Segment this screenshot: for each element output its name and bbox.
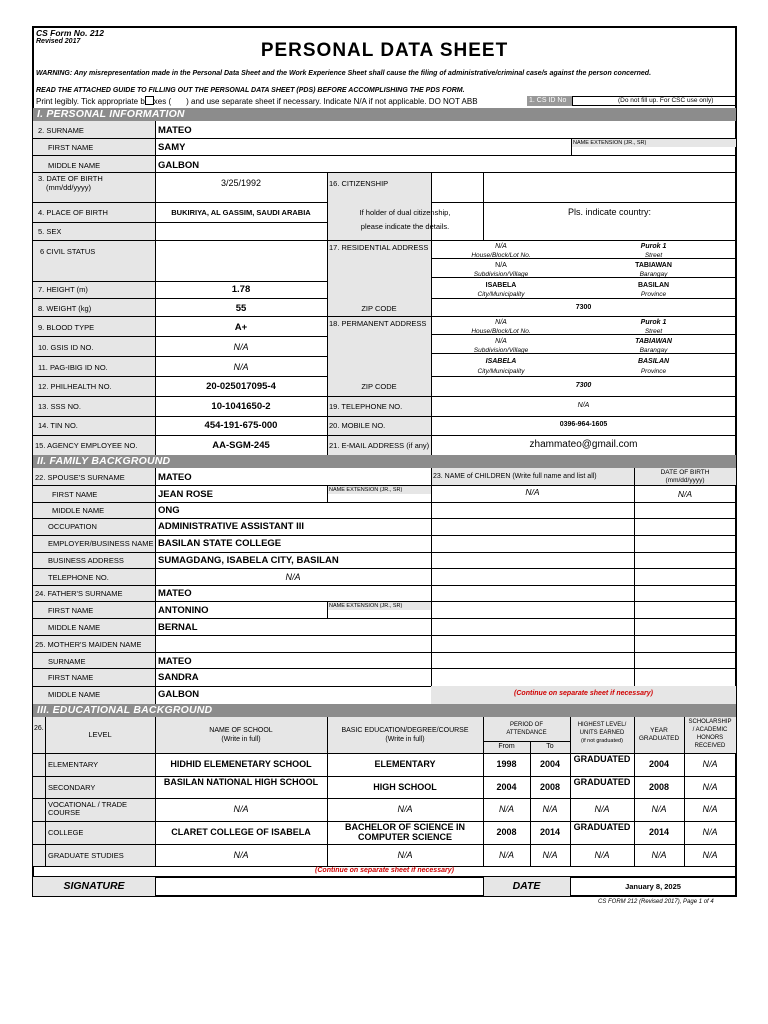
res-barangay-value[interactable]: TABIAWAN bbox=[635, 262, 672, 269]
blood-type-label: 9. BLOOD TYPE bbox=[38, 323, 95, 332]
perm-zip-label: ZIP CODE bbox=[361, 382, 397, 391]
height-label: 7. HEIGHT (m) bbox=[38, 285, 88, 294]
row-from[interactable]: N/A bbox=[498, 804, 514, 814]
row-to[interactable]: N/A bbox=[542, 850, 558, 860]
year-graduated-header: YEAR GRADUATED bbox=[638, 727, 680, 742]
email-value[interactable]: zhammateo@gmail.com bbox=[529, 439, 638, 450]
mother-surname-value[interactable]: MATEO bbox=[158, 656, 192, 667]
row-honors[interactable]: N/A bbox=[702, 759, 718, 769]
mother-middle-name-value[interactable]: GALBON bbox=[158, 689, 200, 700]
row-level: GRADUATE STUDIES bbox=[48, 851, 124, 860]
father-name-extension-label: NAME EXTENSION (JR., SR) bbox=[329, 603, 403, 609]
period-header: PERIOD OF ATTENDANCE bbox=[506, 722, 547, 736]
row-to[interactable]: 2014 bbox=[539, 827, 561, 837]
row-level: ELEMENTARY bbox=[48, 760, 99, 769]
father-first-name-label: FIRST NAME bbox=[48, 606, 94, 615]
row-school[interactable]: N/A bbox=[233, 850, 249, 860]
children-label: 23. NAME of CHILDREN (Write full name and list all) bbox=[433, 473, 597, 480]
signature-label: SIGNATURE bbox=[63, 880, 125, 892]
agency-employee-label: 15. AGENCY EMPLOYEE NO. bbox=[35, 441, 138, 450]
father-middle-name-label: MIDDLE NAME bbox=[48, 623, 101, 632]
row-school[interactable]: BASILAN NATIONAL HIGH SCHOOL bbox=[163, 777, 319, 787]
row-highest[interactable]: GRADUATED bbox=[573, 754, 631, 764]
telephone-value[interactable]: N/A bbox=[577, 402, 590, 409]
res-house-value[interactable]: N/A bbox=[495, 243, 507, 250]
row-highest[interactable]: GRADUATED bbox=[573, 822, 631, 832]
place-of-birth-label: 4. PLACE OF BIRTH bbox=[38, 208, 108, 217]
row-school[interactable]: HIDHID ELEMENETARY SCHOOL bbox=[170, 759, 312, 769]
section-educational-background: III. EDUCATIONAL BACKGROUND bbox=[33, 704, 736, 717]
row-from[interactable]: 1998 bbox=[496, 759, 517, 769]
tin-value[interactable]: 454-191-675-000 bbox=[204, 420, 278, 431]
csc-use-note: (Do not fill up. For CSC use only) bbox=[618, 97, 714, 104]
spouse-surname-value[interactable]: MATEO bbox=[158, 472, 192, 483]
dob-label: 3. DATE OF BIRTH bbox=[38, 174, 103, 183]
res-province-label: Province bbox=[640, 291, 667, 298]
course-header: BASIC EDUCATION/DEGREE/COURSE (Write in full) bbox=[341, 727, 469, 743]
row-level: VOCATIONAL / TRADE COURSE bbox=[48, 801, 128, 817]
education-number: 26. bbox=[34, 725, 44, 732]
weight-value[interactable]: 55 bbox=[235, 303, 247, 314]
dual-citizenship-note-2: please indicate the details. bbox=[360, 222, 450, 231]
warning-text: WARNING: Any misrepresentation made in the Personal Data Sheet and the Work Experience Sheet shall cause the filing of administrative/criminal case/s against the person concerned. bbox=[36, 70, 652, 77]
res-subdivision-value[interactable]: N/A bbox=[495, 262, 507, 269]
employer-label: EMPLOYER/BUSINESS NAME bbox=[48, 539, 154, 548]
surname-label: 2. SURNAME bbox=[38, 126, 84, 135]
perm-barangay-label: Barangay bbox=[639, 347, 668, 354]
row-honors[interactable]: N/A bbox=[702, 850, 718, 860]
sss-value[interactable]: 10-1041650-2 bbox=[211, 401, 271, 412]
row-year[interactable]: 2004 bbox=[648, 759, 670, 769]
level-header: LEVEL bbox=[88, 730, 112, 739]
row-honors[interactable]: N/A bbox=[702, 782, 718, 792]
occupation-label: OCCUPATION bbox=[48, 522, 97, 531]
sex-label: 5. SEX bbox=[38, 227, 62, 236]
perm-house-value[interactable]: N/A bbox=[495, 319, 507, 326]
honors-header: SCHOLARSHIP / ACADEMIC HONORS RECEIVED bbox=[688, 719, 732, 749]
blood-type-value[interactable]: A+ bbox=[234, 322, 248, 333]
date-value[interactable]: January 8, 2025 bbox=[625, 882, 681, 891]
dual-citizenship-note: If holder of dual citizenship, bbox=[359, 208, 451, 217]
mother-middle-name-label: MIDDLE NAME bbox=[48, 690, 101, 699]
occupation-value[interactable]: ADMINISTRATIVE ASSISTANT III bbox=[158, 521, 305, 532]
page-title: PERSONAL DATA SHEET bbox=[260, 40, 509, 61]
row-school[interactable]: N/A bbox=[233, 804, 249, 814]
philhealth-value[interactable]: 20-025017095-4 bbox=[206, 381, 276, 392]
row-level: COLLEGE bbox=[48, 828, 84, 837]
middle-name-value[interactable]: GALBON bbox=[158, 160, 200, 171]
agency-employee-value[interactable]: AA-SGM-245 bbox=[212, 440, 270, 451]
to-header: To bbox=[546, 743, 554, 750]
education-continue-note: (Continue on separate sheet if necessary) bbox=[315, 867, 454, 874]
row-year[interactable]: N/A bbox=[651, 850, 667, 860]
row-to[interactable]: 2008 bbox=[539, 782, 561, 792]
email-label: 21. E-MAIL ADDRESS (if any) bbox=[329, 441, 430, 450]
dob-value[interactable]: 3/25/1992 bbox=[220, 178, 262, 188]
tin-label: 14. TIN NO. bbox=[38, 421, 78, 430]
date-label: DATE bbox=[512, 880, 541, 892]
guide-text: READ THE ATTACHED GUIDE TO FILLING OUT THE PERSONAL DATA SHEET (PDS) BEFORE ACCOMPLISHING THE PDS FORM. bbox=[36, 87, 465, 94]
height-value[interactable]: 1.78 bbox=[231, 284, 251, 295]
highest-level-header: HIGHEST LEVEL/ UNITS EARNED (if not graduated) bbox=[577, 722, 627, 744]
row-course[interactable]: N/A bbox=[397, 850, 413, 860]
spouse-first-name-label: FIRST NAME bbox=[52, 490, 98, 499]
gsis-value[interactable]: N/A bbox=[233, 342, 249, 352]
from-header: From bbox=[498, 743, 515, 750]
employer-value[interactable]: BASILAN STATE COLLEGE bbox=[158, 538, 282, 549]
gsis-label: 10. GSIS ID NO. bbox=[38, 343, 94, 352]
row-from[interactable]: 2004 bbox=[496, 782, 517, 792]
weight-label: 8. WEIGHT (kg) bbox=[38, 304, 92, 313]
perm-street-label: Street bbox=[644, 328, 663, 335]
perm-barangay-value[interactable]: TABIAWAN bbox=[635, 338, 672, 345]
mobile-label: 20. MOBILE NO. bbox=[329, 421, 386, 430]
residential-address-label: 17. RESIDENTIAL ADDRESS bbox=[329, 243, 429, 252]
mother-maiden-name-label: 25. MOTHER'S MAIDEN NAME bbox=[35, 640, 142, 649]
philhealth-label: 12. PHILHEALTH NO. bbox=[38, 382, 112, 391]
row-level: SECONDARY bbox=[48, 783, 96, 792]
perm-subdivision-value[interactable]: N/A bbox=[495, 338, 507, 345]
res-street-value[interactable]: Purok 1 bbox=[640, 243, 667, 250]
dob-format-label: (mm/dd/yyyy) bbox=[46, 183, 91, 192]
section-personal-information: I. PERSONAL INFORMATION bbox=[33, 108, 736, 121]
pagibig-value[interactable]: N/A bbox=[233, 362, 249, 372]
perm-city-value[interactable]: ISABELA bbox=[485, 358, 517, 365]
father-surname-value[interactable]: MATEO bbox=[158, 588, 192, 599]
form-revision: Revised 2017 bbox=[36, 38, 81, 45]
name-extension-label: NAME EXTENSION (JR., SR) bbox=[573, 140, 647, 146]
cs-id-label: 1. CS ID No bbox=[529, 97, 567, 104]
form-number: CS Form No. 212 bbox=[36, 28, 105, 38]
row-course[interactable]: BACHELOR OF SCIENCE IN COMPUTER SCIENCE bbox=[344, 822, 465, 842]
mother-first-name-label: FIRST NAME bbox=[48, 673, 94, 682]
spouse-telephone-label: TELEPHONE NO. bbox=[48, 573, 109, 582]
country-prompt: Pls. indicate country: bbox=[567, 207, 652, 217]
perm-zip-value[interactable]: 7300 bbox=[575, 382, 592, 389]
mother-first-name-value[interactable]: SANDRA bbox=[158, 672, 199, 683]
spouse-first-name-value[interactable]: JEAN ROSE bbox=[158, 489, 213, 500]
row-course[interactable]: HIGH SCHOOL bbox=[373, 782, 437, 792]
res-zip-value[interactable]: 7300 bbox=[575, 304, 592, 311]
child-name-value[interactable]: N/A bbox=[525, 487, 540, 497]
res-barangay-label: Barangay bbox=[639, 271, 668, 278]
business-address-value[interactable]: SUMAGDANG, ISABELA CITY, BASILAN bbox=[158, 555, 339, 566]
row-from[interactable]: N/A bbox=[498, 850, 514, 860]
sss-label: 13. SSS NO. bbox=[38, 402, 81, 411]
pagibig-label: 11. PAG-IBIG ID NO. bbox=[38, 363, 108, 372]
res-house-label: House/Block/Lot No. bbox=[471, 252, 531, 259]
mother-surname-label: SURNAME bbox=[48, 657, 86, 666]
row-course[interactable]: ELEMENTARY bbox=[374, 759, 436, 769]
perm-province-label: Province bbox=[640, 368, 667, 375]
father-middle-name-value[interactable]: BERNAL bbox=[158, 622, 198, 633]
row-to[interactable]: N/A bbox=[542, 804, 558, 814]
row-course[interactable]: N/A bbox=[397, 804, 413, 814]
print-note: Print legibly. Tick appropriate b xes ( ) and use separate sheet if necessary. Indicate N/A if not applicable. DO NOT ABB bbox=[36, 97, 478, 106]
place-of-birth-value[interactable]: BUKIRIYA, AL GASSIM, SAUDI ARABIA bbox=[171, 208, 311, 217]
perm-city-label: City/Municipality bbox=[477, 368, 525, 375]
row-school[interactable]: CLARET COLLEGE OF ISABELA bbox=[171, 827, 311, 837]
first-name-label: FIRST NAME bbox=[48, 143, 94, 152]
page-footer: CS FORM 212 (Revised 2017), Page 1 of 4 bbox=[598, 899, 714, 905]
mobile-value[interactable]: 0396-964-1605 bbox=[559, 421, 608, 428]
row-year[interactable]: 2008 bbox=[648, 782, 670, 792]
perm-province-value[interactable]: BASILAN bbox=[637, 358, 670, 365]
business-address-label: BUSINESS ADDRESS bbox=[48, 556, 124, 565]
family-continue-note: (Continue on separate sheet if necessary) bbox=[514, 690, 653, 697]
permanent-address-label: 18. PERMANENT ADDRESS bbox=[329, 319, 427, 328]
spouse-middle-name-value[interactable]: ONG bbox=[158, 505, 180, 516]
father-first-name-value[interactable]: ANTONINO bbox=[158, 605, 209, 616]
res-province-value[interactable]: BASILAN bbox=[637, 282, 670, 289]
row-honors[interactable]: N/A bbox=[702, 804, 718, 814]
spouse-telephone-value[interactable]: N/A bbox=[285, 572, 301, 582]
spouse-surname-label: 22. SPOUSE'S SURNAME bbox=[35, 473, 125, 482]
spouse-middle-name-label: MIDDLE NAME bbox=[52, 506, 105, 515]
row-from[interactable]: 2008 bbox=[496, 827, 517, 837]
row-honors[interactable]: N/A bbox=[702, 827, 718, 837]
row-highest[interactable]: N/A bbox=[594, 850, 610, 860]
father-surname-label: 24. FATHER'S SURNAME bbox=[35, 589, 123, 598]
school-header: NAME OF SCHOOL (Write in full) bbox=[209, 727, 273, 743]
spouse-name-extension-label: NAME EXTENSION (JR., SR) bbox=[329, 487, 403, 493]
child-dob-label: DATE OF BIRTH (mm/dd/yyyy) bbox=[660, 469, 710, 484]
telephone-label: 19. TELEPHONE NO. bbox=[329, 402, 403, 411]
middle-name-label: MIDDLE NAME bbox=[48, 161, 101, 170]
signature-field[interactable] bbox=[156, 877, 482, 896]
perm-street-value[interactable]: Purok 1 bbox=[640, 319, 667, 326]
res-street-label: Street bbox=[644, 252, 663, 259]
child-dob-value[interactable]: N/A bbox=[677, 489, 693, 499]
section-family-background: II. FAMILY BACKGROUND bbox=[33, 455, 736, 468]
res-zip-label: ZIP CODE bbox=[361, 304, 397, 313]
res-city-value[interactable]: ISABELA bbox=[485, 282, 517, 289]
perm-subdivision-label: Subdivision/Village bbox=[473, 347, 529, 354]
row-to[interactable]: 2004 bbox=[539, 759, 561, 769]
row-year[interactable]: 2014 bbox=[648, 827, 670, 837]
first-name-value[interactable]: SAMY bbox=[158, 142, 186, 153]
row-year[interactable]: N/A bbox=[651, 804, 667, 814]
citizenship-label: 16. CITIZENSHIP bbox=[329, 179, 389, 188]
civil-status-label: 6 CIVIL STATUS bbox=[40, 247, 96, 256]
row-highest[interactable]: GRADUATED bbox=[573, 777, 631, 787]
row-highest[interactable]: N/A bbox=[594, 804, 610, 814]
perm-house-label: House/Block/Lot No. bbox=[471, 328, 531, 335]
surname-value[interactable]: MATEO bbox=[158, 125, 192, 136]
res-city-label: City/Municipality bbox=[477, 291, 525, 298]
res-subdivision-label: Subdivision/Village bbox=[473, 271, 529, 278]
